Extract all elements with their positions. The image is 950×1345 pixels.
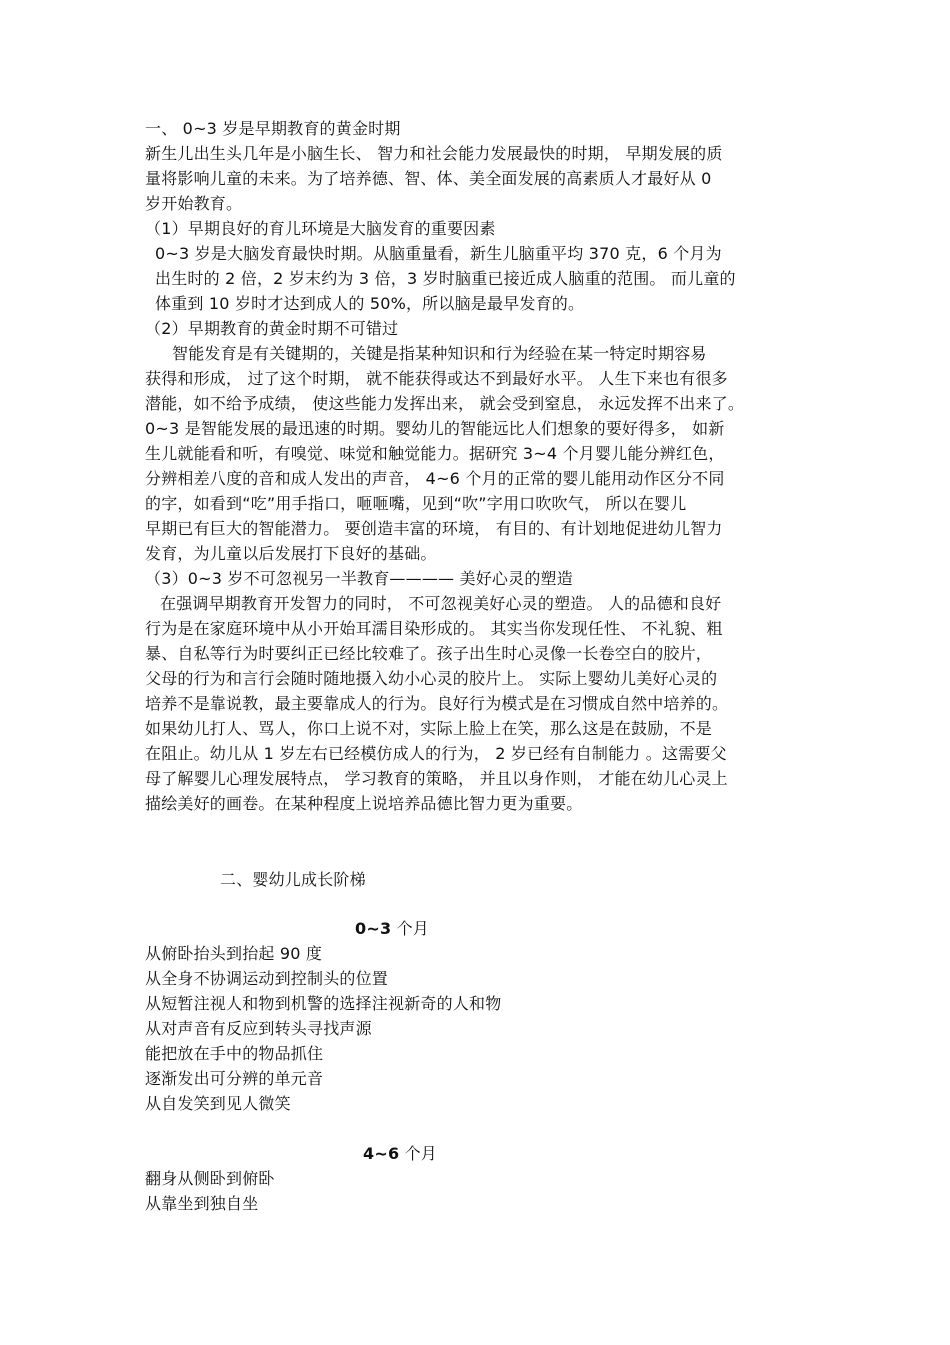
milestone-item: 能把放在手中的物品抓住 [145,1044,324,1063]
paragraph-line: 出生时的 2 倍，2 岁末约为 3 倍，3 岁时脑重已接近成人脑重的范围。 而儿童的 [155,269,736,288]
paragraph-line: 在阻止。幼儿从 1 岁左右已经模仿成人的行为， 2 岁已经有自制能力 。这需要父 [145,744,727,763]
sub1-heading: （1）早期良好的育儿环境是大脑发育的重要因素 [145,219,496,238]
intro-line: 岁开始教育。 [145,194,243,213]
paragraph-line: 潜能，如不给予成绩， 使这些能力发挥出来， 就会受到窒息， 永远发挥不出来了。 [145,394,745,413]
paragraph-line: 描绘美好的画卷。在某种程度上说培养品德比智力更为重要。 [145,794,583,813]
stage-unit: 个月 [399,1144,437,1163]
paragraph-line: 分辨相差八度的音和成人发出的声音， 4~6 个月的正常的婴儿能用动作区分不同 [145,469,725,488]
paragraph-line: 0~3 岁是大脑发育最快时期。从脑重量看，新生儿脑重平均 370 克，6 个月为 [155,244,722,263]
paragraph-line: 行为是在家庭环境中从小开始耳濡目染形成的。 其实当你发现任性、 不礼貌、粗 [145,619,723,638]
paragraph-line: 的字，如看到“吃”用手指口，咂咂嘴，见到“吹”字用口吹吹气， 所以在婴儿 [145,494,687,513]
stage-range: 0~3 [355,919,392,938]
intro-line: 量将影响儿童的未来。为了培养德、智、体、美全面发展的高素质人才最好从 0 [145,169,712,188]
section1-heading: 一、 0~3 岁是早期教育的黄金时期 [145,119,401,138]
paragraph-line: 如果幼儿打人、骂人，你口上说不对，实际上脸上在笑，那么这是在鼓励，不是 [145,719,713,738]
paragraph-line: 发育，为儿童以后发展打下良好的基础。 [145,544,437,563]
sub3-heading: （3）0~3 岁不可忽视另一半教育———— 美好心灵的塑造 [145,569,573,588]
stage-range: 4~6 [363,1144,400,1163]
paragraph-line: 母了解婴儿心理发展特点， 学习教育的策略， 并且以身作则， 才能在幼儿心灵上 [145,769,728,788]
paragraph-line: 体重到 10 岁时才达到成人的 50%，所以脑是最早发育的。 [155,294,585,313]
milestone-item: 从全身不协调运动到控制头的位置 [145,969,389,988]
paragraph-line: 早期已有巨大的智能潜力。 要创造丰富的环境， 有目的、有计划地促进幼儿智力 [145,519,723,538]
paragraph-line: 生儿就能看和听，有嗅觉、味觉和触觉能力。据研究 3~4 个月婴儿能分辨红色， [145,444,725,463]
milestone-item: 逐渐发出可分辨的单元音 [145,1069,324,1088]
stage-unit: 个月 [391,919,429,938]
milestone-item: 翻身从侧卧到俯卧 [145,1169,275,1188]
paragraph-line: 父母的行为和言行会随时随地摄入幼小心灵的胶片上。 实际上婴幼儿美好心灵的 [145,669,718,688]
paragraph-line: 在强调早期教育开发智力的同时， 不可忽视美好心灵的塑造。 人的品德和良好 [160,594,722,613]
paragraph-line: 0~3 是智能发展的最迅速的时期。婴幼儿的智能远比人们想象的要好得多， 如新 [145,419,725,438]
paragraph-line: 获得和形成， 过了这个时期， 就不能获得或达不到最好水平。 人生下来也有很多 [145,369,728,388]
stage-heading-4-6-months [363,1143,437,1165]
paragraph-line: 暴、自私等行为时要纠正已经比较难了。孩子出生时心灵像一长卷空白的胶片， [145,644,713,663]
milestone-item: 从对声音有反应到转头寻找声源 [145,1019,372,1038]
milestone-item: 从靠坐到独自坐 [145,1194,259,1213]
stage-heading-0-3-months [355,918,429,940]
intro-line: 新生儿出生头几年是小脑生长、 智力和社会能力发展最快的时期， 早期发展的质 [145,144,723,163]
milestone-item: 从自发笑到见人微笑 [145,1094,291,1113]
milestone-item: 从俯卧抬头到抬起 90 度 [145,944,323,963]
paragraph-line: 智能发育是有关键期的，关键是指某种知识和行为经验在某一特定时期容易 [172,344,707,363]
paragraph-line: 培养不是靠说教，最主要靠成人的行为。良好行为模式是在习惯成自然中培养的。 [145,694,729,713]
milestone-item: 从短暂注视人和物到机警的选择注视新奇的人和物 [145,994,502,1013]
sub2-heading: （2）早期教育的黄金时期不可错过 [145,319,399,338]
section2-heading: 二、婴幼儿成长阶梯 [220,870,366,889]
